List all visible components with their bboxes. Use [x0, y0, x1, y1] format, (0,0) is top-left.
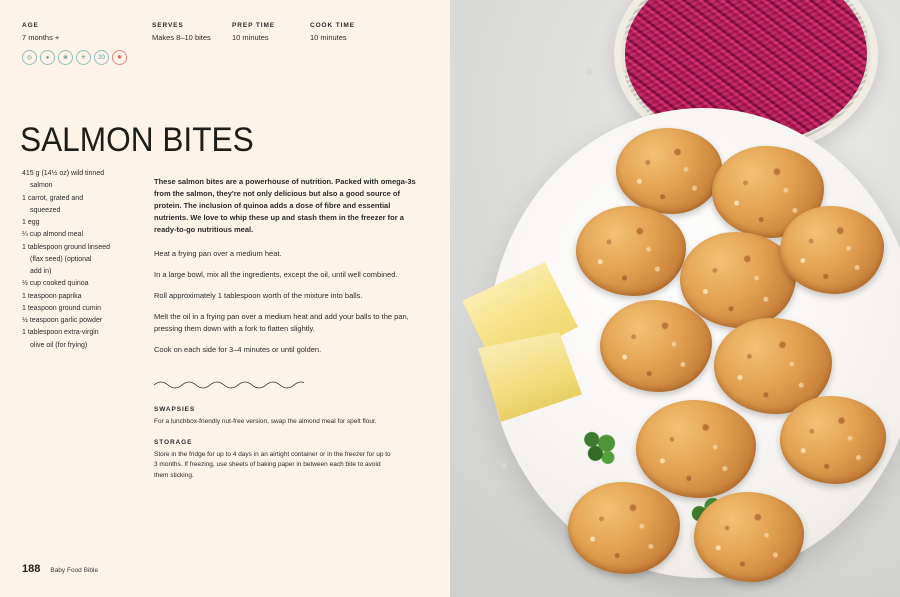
- meta-cook-label: COOK TIME: [310, 22, 355, 29]
- swapsies-section: [154, 406, 419, 428]
- meta-serves: [152, 22, 232, 43]
- meta-prep-value: 10 minutes: [232, 33, 269, 42]
- list-item: [22, 327, 140, 352]
- dairy-free-icon: ◎: [22, 50, 37, 65]
- book-title: Baby Food Bible: [50, 567, 99, 574]
- page-footer: [22, 563, 98, 575]
- list-item: [22, 278, 140, 290]
- swapsies-label: SWAPSIES: [154, 406, 196, 414]
- ingredient-cont: olive oil (for frying): [30, 341, 88, 349]
- meta-serves-value: Makes 8–10 bites: [152, 33, 211, 42]
- list-item: [22, 193, 140, 218]
- recipe-meta-row: [22, 22, 434, 43]
- ingredient-cont-2: add in): [30, 268, 52, 275]
- list-item: [22, 291, 140, 303]
- diet-icon-row: [22, 50, 127, 65]
- ingredient-text: ¼ cup almond meal: [22, 231, 84, 239]
- salmon-bite: [616, 128, 722, 214]
- ingredient-cont: salmon: [30, 182, 53, 190]
- recipe-photo: [450, 0, 900, 597]
- freezer-friendly-icon: ✳: [76, 50, 91, 65]
- method-step: In a large bowl, mix all the ingredients, except the oil, until well combined.: [154, 270, 398, 280]
- salmon-bite: [576, 206, 686, 296]
- meta-age-label: AGE: [22, 22, 39, 29]
- allergen-icon: ✹: [112, 50, 127, 65]
- ingredient-text: 1 carrot, grated and: [22, 194, 84, 202]
- recipe-body: [22, 168, 432, 492]
- salmon-bite: [780, 396, 886, 484]
- list-item: [22, 303, 140, 315]
- method-step: Roll approximately 1 tablespoon worth of the mixture into balls.: [154, 291, 363, 301]
- ingredient-text: 1 teaspoon ground cumin: [22, 304, 101, 312]
- method-step: Melt the oil in a frying pan over a medium heat and add your balls to the pan, pressing them down with a fork to flatten slightly.: [154, 312, 409, 334]
- egg-icon: ●: [40, 50, 55, 65]
- list-item: [22, 315, 140, 327]
- salmon-bite: [600, 300, 712, 392]
- recipe-intro: These salmon bites are a powerhouse of nutrition. Packed with omega-3s from the salmon, they're not only delicious but also a good source of protein. The inclusion of quinoa adds a dose of fibre and essential nutrients. We love to whip these up and stash them in the freezer for a ready-to-go nutritious meal.: [154, 176, 416, 235]
- ingredient-text: 1 tablespoon ground linseed: [22, 243, 110, 251]
- meta-cook: [310, 22, 390, 43]
- storage-text: Store in the fridge for up to 4 days in an airtight container or in the freezer for up to 3 months. If freezing, use sheets of baking paper in between each bite to avoid them sticking.: [154, 450, 391, 479]
- salmon-bite: [636, 400, 756, 498]
- list-item: [22, 217, 140, 229]
- salmon-bite: [694, 492, 804, 582]
- meta-serves-label: SERVES: [152, 22, 184, 29]
- meta-age-value: 7 months +: [22, 33, 60, 42]
- swapsies-text: For a lunchbox-friendly nut-free version, swap the almond meal for spelt flour.: [154, 418, 377, 426]
- ingredient-text: 1 teaspoon paprika: [22, 292, 82, 300]
- meta-age: [22, 22, 152, 43]
- salmon-bite: [568, 482, 680, 574]
- wheat-free-icon: ❀: [58, 50, 73, 65]
- meta-prep-label: PREP TIME: [232, 22, 276, 29]
- page-number: 188: [22, 563, 41, 575]
- list-item: [22, 242, 140, 279]
- meta-prep: [232, 22, 310, 43]
- squiggle-divider-icon: [154, 379, 304, 389]
- list-item: [22, 168, 140, 193]
- salmon-bite: [780, 206, 884, 294]
- list-item: [22, 229, 140, 241]
- ingredient-text: 1 egg: [22, 219, 40, 226]
- ingredient-text: 1 tablespoon extra-virgin: [22, 329, 99, 337]
- ingredient-cont: (flax seed) (optional: [30, 255, 92, 263]
- method-step: Cook on each side for 3–4 minutes or until golden.: [154, 345, 322, 355]
- minutes-20-icon: 20: [94, 50, 109, 65]
- method-column: [154, 168, 419, 492]
- ingredients-list: [22, 168, 140, 492]
- meta-cook-value: 10 minutes: [310, 33, 347, 42]
- ingredient-text: 415 g (14½ oz) wild tinned: [22, 170, 105, 177]
- storage-label: STORAGE: [154, 438, 193, 446]
- ingredient-text: ½ cup cooked quinoa: [22, 280, 89, 288]
- method-step: Heat a frying pan over a medium heat.: [154, 249, 282, 259]
- page-title: SALMON BITES: [20, 120, 254, 159]
- storage-section: [154, 439, 419, 482]
- ingredient-text: ½ teaspoon garlic powder: [22, 317, 103, 324]
- ingredient-cont: squeezed: [30, 206, 61, 214]
